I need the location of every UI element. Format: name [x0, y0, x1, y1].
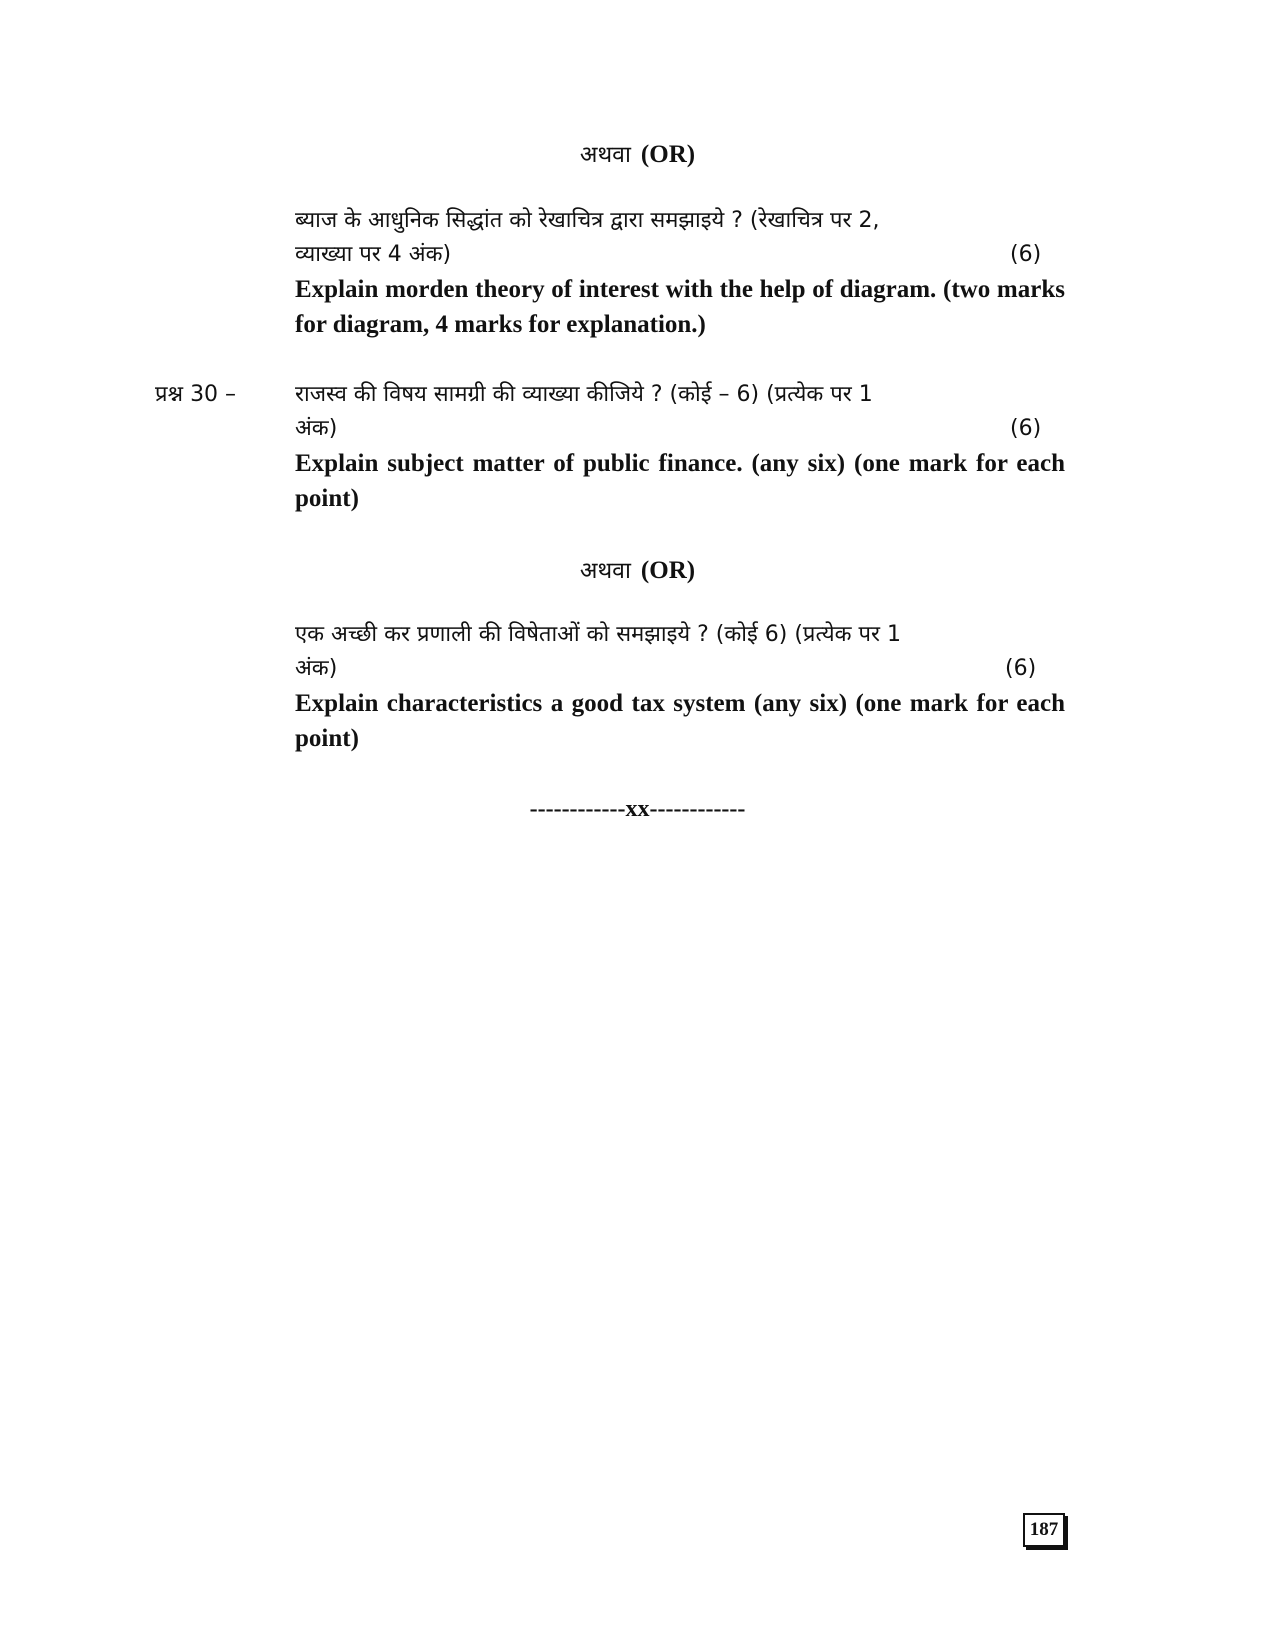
- or-heading-hindi: अथवा: [579, 558, 631, 584]
- end-of-paper-marker: ------------xx------------: [529, 796, 746, 822]
- question-marks: (6): [1010, 242, 1042, 267]
- question-29-or: [295, 204, 1065, 342]
- or-heading-1: [0, 137, 1275, 172]
- question-english: Explain morden theory of interest with the help of diagram. (two marks for diagram, 4 marks for explanation.): [295, 276, 1065, 338]
- question-marks: (6): [1010, 416, 1042, 441]
- question-30-label: प्रश्न 30 –: [155, 382, 237, 407]
- page-number-box: 187: [1023, 1513, 1065, 1547]
- question-hindi-line2: अंक): [295, 656, 338, 681]
- or-heading-english: (OR): [640, 557, 696, 584]
- question-hindi-line2-row: [295, 238, 1065, 272]
- question-30: [295, 378, 1065, 516]
- question-30-or: [295, 618, 1065, 756]
- question-hindi-line2-row: [295, 652, 1065, 686]
- question-hindi-line1: राजस्व की विषय सामग्री की व्याख्या कीजिये ? (कोई – 6) (प्रत्येक पर 1: [295, 382, 873, 407]
- or-heading-english: (OR): [640, 141, 696, 168]
- question-english: Explain characteristics a good tax system (any six) (one mark for each point): [295, 690, 1065, 752]
- or-heading-2: [0, 553, 1275, 588]
- question-hindi-line1: ब्याज के आधुनिक सिद्धांत को रेखाचित्र द्वारा समझाइये ? (रेखाचित्र पर 2,: [295, 208, 880, 233]
- question-hindi-line2: अंक): [295, 416, 338, 441]
- question-english: Explain subject matter of public finance. (any six) (one mark for each point): [295, 450, 1065, 512]
- question-hindi-line2: व्याख्या पर 4 अंक): [295, 242, 452, 267]
- question-hindi-line1: एक अच्छी कर प्रणाली की विषेताओं को समझाइये ? (कोई 6) (प्रत्येक पर 1: [295, 622, 901, 647]
- question-marks: (6): [1005, 656, 1037, 681]
- question-hindi-line2-row: [295, 412, 1065, 446]
- or-heading-hindi: अथवा: [579, 142, 631, 168]
